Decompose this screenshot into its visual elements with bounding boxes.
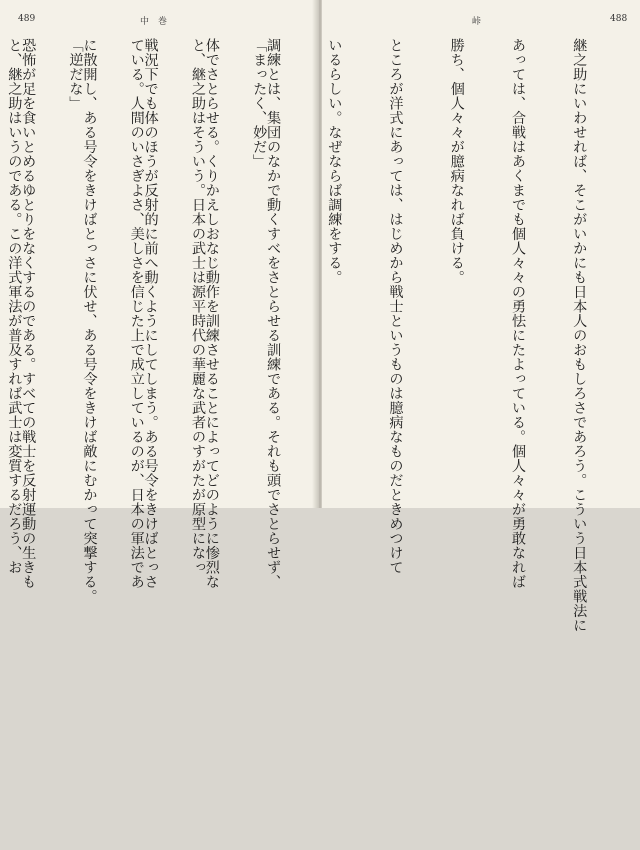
text-line: と、継之助はいうのである。この洋式軍法が普及すれば武士は変質するだろう、お [6, 38, 23, 575]
text-line: 調練とは、集団のなかで動くすべをさとらせる訓練である。それも頭でさとらせず、 [265, 38, 282, 589]
text-line: 体でさとらせる。くりかえしおなじ動作を訓練させることによってどのように惨烈な [203, 38, 220, 589]
text-line: ところが洋式にあっては、はじめから戦士というものは臆病なものだときめつけて [387, 38, 404, 575]
text-line: ている。人間のいさぎよさ、美しさを信じた上で成立しているのが、日本の軍法であ [128, 38, 145, 589]
text-line: 戦況下でも体のほうが反射的に前へ動くようにしてしまう。ある号令をきけばとっさ [142, 38, 159, 589]
running-head-right: 峠 [472, 17, 482, 27]
text-line: 「まったく、妙だ」 [251, 38, 268, 169]
page-number-left: 489 [18, 14, 36, 24]
text-line: 継之助にいわせれば、そこがいかにも日本人のおもしろさであろう。こういう日本式戦法に [571, 38, 588, 633]
page-number-right: 488 [610, 14, 628, 24]
text-line: 恐怖が足を食いとめるゆとりをなくするのである。すべての戦士を反射運動の生きも [20, 38, 37, 589]
text-line: と、継之助はそういう。日本の武士は源平時代の華麗な武者のすがたが原型になっ [189, 38, 206, 575]
text-line: 勝ち、個人々々が臆病なれば負ける。 [448, 38, 465, 285]
text-line: 「逆だな」 [67, 38, 84, 111]
text-line: あっては、合戦はあくまでも個人々々の勇怯にたよっている。個人々々が勇敢なれば [509, 38, 526, 589]
running-head-left: 中 巻 [140, 17, 168, 27]
text-line: に散開し、ある号令をきけばとっさに伏せ、ある号令をきけば敵にむかって突撃する。 [81, 38, 98, 604]
text-line: いるらしい。なぜならば調練をする。 [326, 38, 343, 285]
